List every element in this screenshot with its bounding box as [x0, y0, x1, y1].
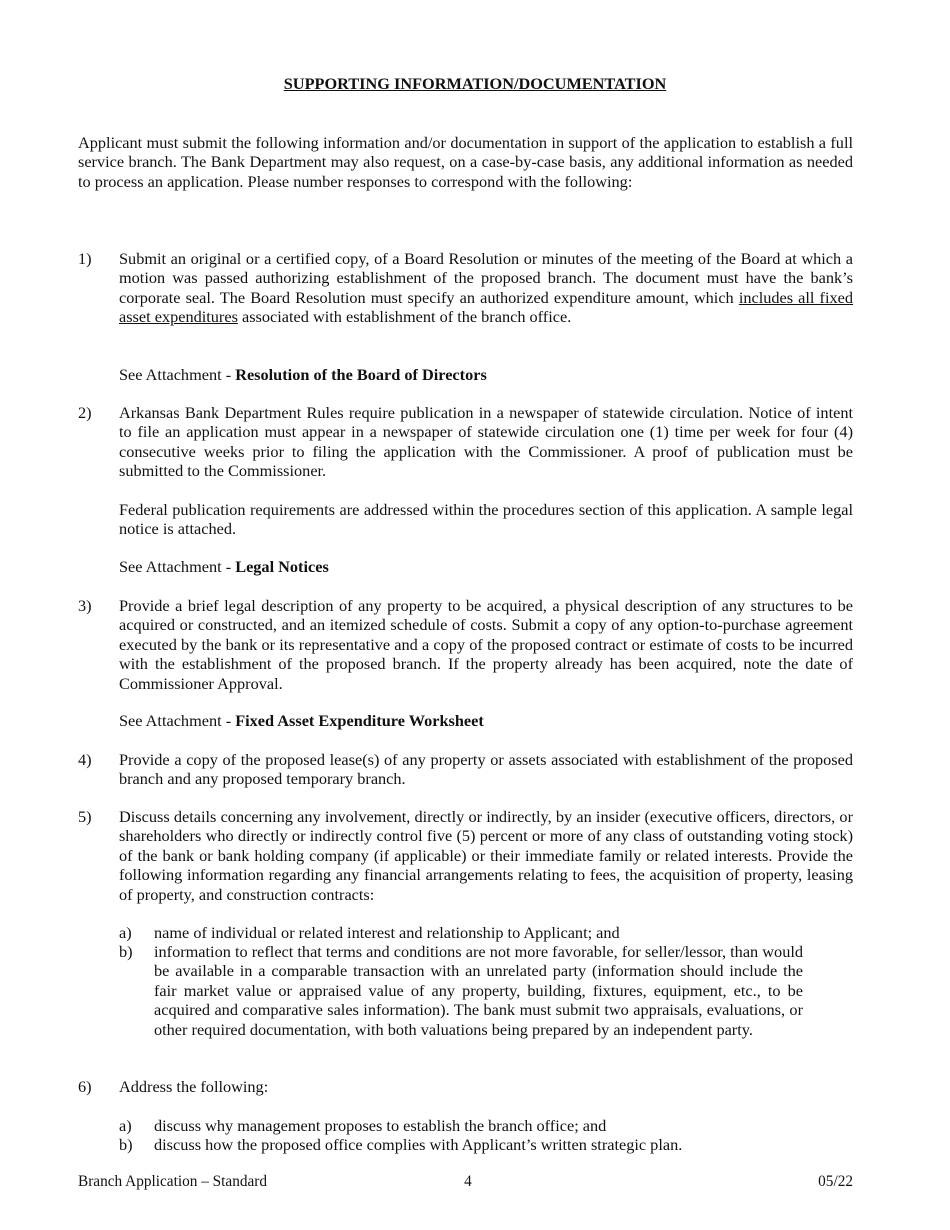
sub-item-letter: b)	[119, 942, 133, 961]
footer-form-name: Branch Application – Standard	[78, 1173, 268, 1190]
see-attachment-prefix: See Attachment -	[119, 711, 236, 730]
item-number: 3)	[78, 596, 92, 615]
item-text: Discuss details concerning any involvement, directly or indirectly, by an insider (executive officers, directors, or shareholders who directly or indirectly control five (5) percent or more of any class of outstanding voting stock) of the bank or bank holding company (if applicable) or their immediate family or related interests. Provide the following information regarding any financial arrangements relating to fees, the acquisition of property, leasing of property, and construction contracts:	[119, 807, 853, 904]
item-text: Address the following:	[119, 1077, 269, 1096]
sub-item-letter: a)	[119, 1116, 132, 1135]
footer-revision-date: 05/22	[818, 1173, 853, 1190]
underlined-phrase: includes all fixed asset expenditures	[119, 287, 854, 327]
sub-item-letter: b)	[119, 1135, 133, 1154]
page-title: SUPPORTING INFORMATION/DOCUMENTATION	[283, 74, 667, 93]
item-text: Federal publication requirements are addressed within the procedures section of this application. A sample legal notice is attached.	[119, 500, 853, 539]
see-attachment-prefix: See Attachment -	[119, 365, 236, 384]
attachment-title: Fixed Asset Expenditure Worksheet	[235, 711, 484, 730]
sub-item-text: information to reflect that terms and conditions are not more favorable, for seller/lessor, than would be available in a comparable transaction with an unrelated party (information should include the fair market value or appraised value of any property, building, fixtures, equipment, etc., to be acquired and comparative sales information). The bank must submit two appraisals, evaluations, or other required documentation, with both valuations being prepared by an independent party.	[154, 942, 803, 1039]
sub-item-letter: a)	[119, 923, 132, 942]
footer-page-number: 4	[464, 1173, 472, 1190]
item-number: 6)	[78, 1077, 92, 1096]
sub-item-text: discuss why management proposes to establish the branch office; and	[154, 1116, 607, 1135]
item-number: 4)	[78, 750, 92, 769]
see-attachment-1	[119, 365, 487, 384]
item-text-part: associated with establishment of the branch office.	[237, 307, 572, 327]
sub-item-text: name of individual or related interest and relationship to Applicant; and	[154, 923, 620, 942]
see-attachment-prefix: See Attachment -	[119, 557, 236, 576]
item-text: Provide a copy of the proposed lease(s) of any property or assets associated with establishment of the proposed branch and any proposed temporary branch.	[119, 750, 853, 789]
item-text: Arkansas Bank Department Rules require publication in a newspaper of statewide circulation. Notice of intent to file an application must appear in a newspaper of statewide circulation one (1) time per week for four (4) consecutive weeks prior to filing the application with the Commissioner. A proof of publication must be submitted to the Commissioner.	[119, 403, 853, 481]
sub-item-text: discuss how the proposed office complies with Applicant’s written strategic plan.	[154, 1135, 683, 1154]
attachment-title: Resolution of the Board of Directors	[235, 365, 487, 384]
item-number: 1)	[78, 249, 92, 268]
item-number: 5)	[78, 807, 92, 826]
item-text-part: Submit an original or a certified copy, of a Board Resolution or minutes of the meeting of the Board at which a motion was passed authorizing establishment of the proposed branch. The document must have the bank’s corporate seal. The Board Resolution must specify an authorized expenditure amount, which	[119, 249, 853, 307]
see-attachment-2	[119, 557, 329, 576]
see-attachment-3	[119, 711, 484, 730]
item-number: 2)	[78, 403, 92, 422]
intro-paragraph: Applicant must submit the following information and/or documentation in support of the application to establish a full service branch. The Bank Department may also request, on a case-by-case basis, any additional information as needed to process an application. Please number responses to correspond with the following:	[78, 133, 853, 191]
attachment-title: Legal Notices	[235, 557, 329, 576]
item-text	[119, 249, 853, 327]
item-text: Provide a brief legal description of any property to be acquired, a physical description of any structures to be acquired or constructed, and an itemized schedule of costs. Submit a copy of any option-to-purchase agreement executed by the bank or its representative and a copy of the proposed contract or estimate of costs to be incurred with the establishment of the proposed branch. If the property already has been acquired, note the date of Commissioner Approval.	[119, 596, 853, 693]
